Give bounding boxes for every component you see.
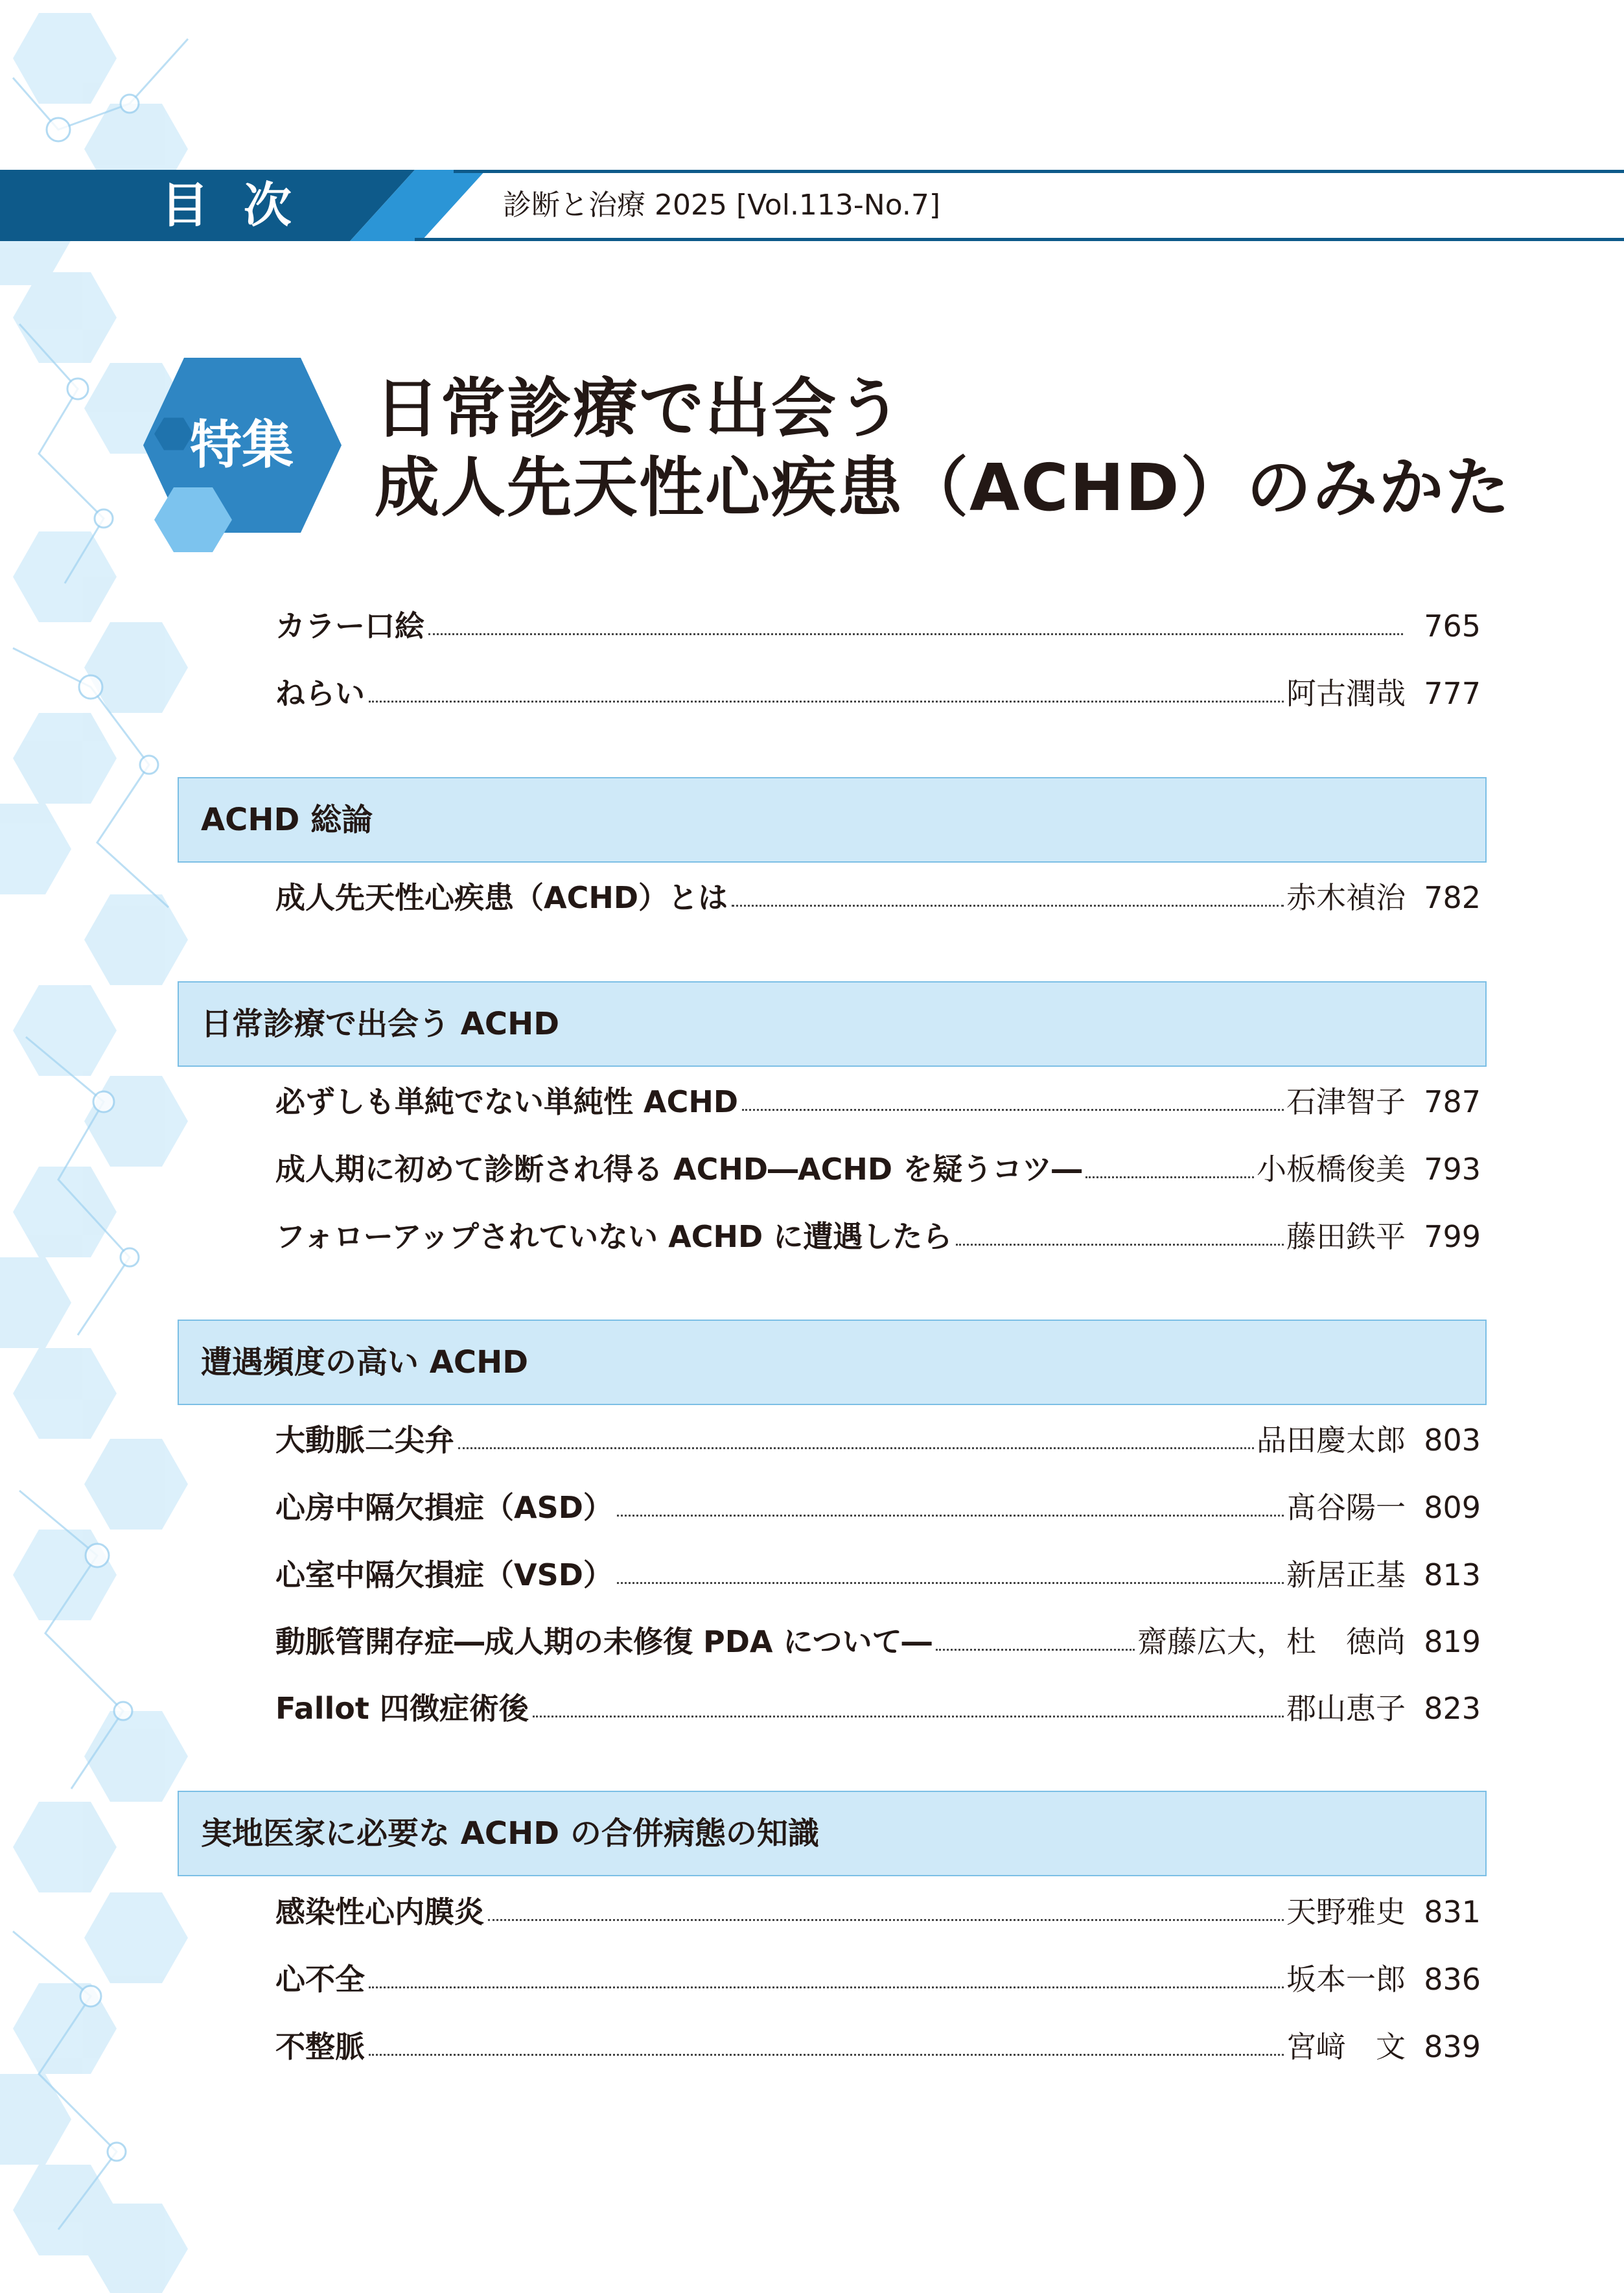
toc-entry-author: 宮﨑 文 xyxy=(1286,2029,1406,2064)
dot-leader xyxy=(458,1447,1254,1449)
section-header xyxy=(178,1791,1487,1876)
section-label: ACHD 総論 xyxy=(201,802,373,838)
toc-entry-author: 天野雅史 xyxy=(1286,1894,1406,1929)
toc-entry-author: 小板橋俊美 xyxy=(1257,1152,1406,1187)
hexagon-background-pattern xyxy=(0,0,583,2293)
section-label: 日常診療で出会う ACHD xyxy=(201,1006,560,1042)
toc-entry[interactable] xyxy=(275,1960,1481,1999)
toc-entry-page: 819 xyxy=(1424,1624,1481,1659)
toc-entry-page: 803 xyxy=(1424,1423,1481,1458)
toc-entry-author: 石津智子 xyxy=(1286,1084,1406,1119)
feature-title-line-1: 日常診療で出会う xyxy=(375,371,903,447)
dot-leader xyxy=(488,1919,1284,1921)
toc-entry[interactable] xyxy=(275,674,1481,713)
toc-entry-page: 809 xyxy=(1424,1490,1481,1525)
toc-entry-author: 阿古潤哉 xyxy=(1286,676,1406,711)
toc-entry-page: 787 xyxy=(1424,1084,1481,1119)
toc-entry-author: 藤田鉄平 xyxy=(1286,1219,1406,1254)
toc-entry-title: 心房中隔欠損症（ASD） xyxy=(275,1490,613,1525)
section-label: 実地医家に必要な ACHD の合併病態の知識 xyxy=(201,1815,819,1852)
toc-entry[interactable] xyxy=(275,1421,1481,1460)
toc-entry[interactable] xyxy=(275,1892,1481,1931)
toc-entry-page: 799 xyxy=(1424,1219,1481,1254)
dot-leader xyxy=(742,1109,1284,1111)
toc-entry-author: 新居正基 xyxy=(1286,1557,1406,1592)
toc-entry-page: 793 xyxy=(1424,1152,1481,1187)
toc-entry[interactable] xyxy=(275,1150,1481,1189)
toc-entry[interactable] xyxy=(275,1082,1481,1121)
toc-entry[interactable] xyxy=(275,1488,1481,1527)
dot-leader xyxy=(533,1716,1284,1717)
toc-entry[interactable] xyxy=(275,1689,1481,1728)
toc-entry-title: 感染性心内膜炎 xyxy=(275,1894,484,1929)
feature-title-line-2: 成人先天性心疾患（ACHD）のみかた xyxy=(375,450,1511,526)
toc-entry-page: 831 xyxy=(1424,1894,1481,1929)
toc-entry-page: 813 xyxy=(1424,1557,1481,1592)
toc-entry[interactable] xyxy=(275,1622,1481,1661)
dot-leader xyxy=(617,1582,1284,1584)
feature-badge xyxy=(141,358,349,565)
toc-entry-title: 動脈管開存症―成人期の未修復 PDA について― xyxy=(275,1624,932,1659)
toc-entry-title: 成人期に初めて診断され得る ACHD―ACHD を疑うコツ― xyxy=(275,1152,1082,1187)
toc-entry-title: フォローアップされていない ACHD に遭遇したら xyxy=(275,1219,953,1254)
toc-entry[interactable] xyxy=(275,607,1481,646)
toc-entry-title: 心室中隔欠損症（VSD） xyxy=(275,1557,613,1592)
dot-leader xyxy=(617,1515,1284,1517)
toc-entry-page: 839 xyxy=(1424,2029,1481,2064)
toc-entry-page: 836 xyxy=(1424,1962,1481,1997)
toc-entry-author: 赤木禎治 xyxy=(1286,880,1406,915)
feature-badge-label: 特集 xyxy=(190,415,294,475)
toc-entry-title: 不整脈 xyxy=(275,2029,365,2064)
toc-entry-title: カラー口絵 xyxy=(275,609,424,644)
toc-entry[interactable] xyxy=(275,878,1481,917)
toc-entry-author: 坂本一郎 xyxy=(1286,1962,1406,1997)
toc-entry-title: Fallot 四徴症術後 xyxy=(275,1691,529,1726)
feature-title xyxy=(375,369,1511,528)
dot-leader xyxy=(956,1244,1284,1246)
dot-leader xyxy=(428,633,1403,635)
toc-entry-title: 必ずしも単純でない単純性 ACHD xyxy=(275,1084,739,1119)
toc-entry-title: 成人先天性心疾患（ACHD）とは xyxy=(275,880,728,915)
section-header xyxy=(178,1320,1487,1405)
header-band xyxy=(0,170,1624,241)
toc-entry-title: ねらい xyxy=(275,676,365,711)
toc-entry-page: 777 xyxy=(1424,676,1481,711)
toc-entry[interactable] xyxy=(275,1217,1481,1256)
toc-entry-page: 765 xyxy=(1424,609,1481,644)
dot-leader xyxy=(732,905,1284,907)
toc-entry-author: 齋藤広大，杜 徳尚 xyxy=(1137,1624,1406,1659)
toc-entry-page: 782 xyxy=(1424,880,1481,915)
toc-entry-author: 品田慶太郎 xyxy=(1257,1423,1406,1458)
dot-leader xyxy=(369,2054,1284,2056)
toc-entry-author: 髙谷陽一 xyxy=(1286,1490,1406,1525)
dot-leader xyxy=(369,1986,1284,1988)
toc-entry[interactable] xyxy=(275,1555,1481,1594)
dot-leader xyxy=(936,1649,1135,1651)
toc-entry[interactable] xyxy=(275,2027,1481,2066)
section-header xyxy=(178,777,1487,863)
section-header xyxy=(178,981,1487,1067)
toc-entry-author: 郡山恵子 xyxy=(1286,1691,1406,1726)
toc-entry-title: 心不全 xyxy=(275,1962,365,1997)
dot-leader xyxy=(369,701,1284,703)
dot-leader xyxy=(1085,1176,1254,1178)
journal-issue: 診断と治療 2025 [Vol.113-No.7] xyxy=(503,189,940,222)
page-title: 目 次 xyxy=(161,178,301,233)
toc-entry-page: 823 xyxy=(1424,1691,1481,1726)
toc-entry-title: 大動脈二尖弁 xyxy=(275,1423,454,1458)
section-label: 遭遇頻度の高い ACHD xyxy=(201,1344,529,1380)
